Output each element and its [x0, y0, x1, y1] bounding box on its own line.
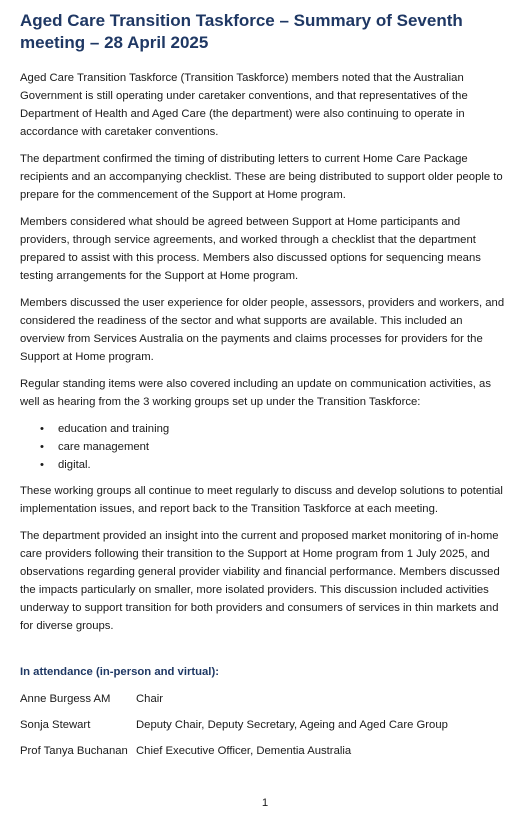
paragraph-letters: The department confirmed the timing of distributing letters to current Home Care Package recipients and an accompanying checklist. These are being distributed to support older people to prepare for the commencement of the Support at Home program. — [20, 153, 503, 201]
attendee-role: Chair — [136, 693, 163, 705]
attendee-row — [20, 742, 510, 760]
attendee-row — [20, 716, 510, 734]
document-title: Aged Care Transition Taskforce – Summary of Seventh meeting – 28 April 2025 — [20, 11, 463, 52]
paragraph-caretaker: Aged Care Transition Taskforce (Transition Taskforce) members noted that the Australian Government is still operating under caretaker conventions, and that representatives of the Department of Health and Aged Care (the department) were also continuing to operate in accordance with caretaker conventions. — [20, 72, 468, 138]
paragraph-working-groups: These working groups all continue to meet regularly to discuss and develop solutions to potential implementation issues, and report back to the Transition Taskforce at each meeting. — [20, 485, 503, 515]
paragraph-standing-items: Regular standing items were also covered including an update on communication activities, as well as hearing from the 3 working groups set up under the Transition Taskforce: — [20, 378, 491, 408]
attendee-role: Chief Executive Officer, Dementia Australia — [136, 745, 352, 757]
attendance-heading: In attendance (in-person and virtual): — [20, 666, 219, 678]
attendee-row — [20, 690, 510, 708]
working-groups-list — [20, 420, 510, 474]
paragraph-service-agreements: Members considered what should be agreed between Support at Home participants and providers, through service agreements, and worked through a checklist that the department prepared to assist with this process. Members also discussed options for sequencing means testing arrangements for the Support at Home program. — [20, 216, 481, 282]
attendee-name: Prof Tanya Buchanan — [20, 745, 128, 757]
list-item: • education and training — [58, 420, 510, 438]
page-number: 1 — [261, 797, 269, 809]
paragraph-user-experience: Members discussed the user experience for older people, assessors, providers and workers, and considered the readiness of the sector and what supports are available. This included an overview from Services Australia on the payments and claims processes for providers for the Support at Home program. — [20, 297, 505, 363]
attendee-name: Anne Burgess AM — [20, 693, 111, 705]
attendee-role: Deputy Chair, Deputy Secretary, Ageing and Aged Care Group — [136, 719, 448, 731]
list-item: • digital. — [58, 456, 510, 474]
list-item: • care management — [58, 438, 510, 456]
paragraph-market-monitoring: The department provided an insight into the current and proposed market monitoring of in-home care providers following their transition to the Support at Home program from 1 July 2025, and observations regarding general provider viability and financial performance. Members discussed the impacts particularly on smaller, more isolated providers. This discussion included activities underway to support transition for both providers and consumers of services in thin markets and for diverse groups. — [20, 530, 500, 632]
attendee-name: Sonja Stewart — [20, 719, 91, 731]
